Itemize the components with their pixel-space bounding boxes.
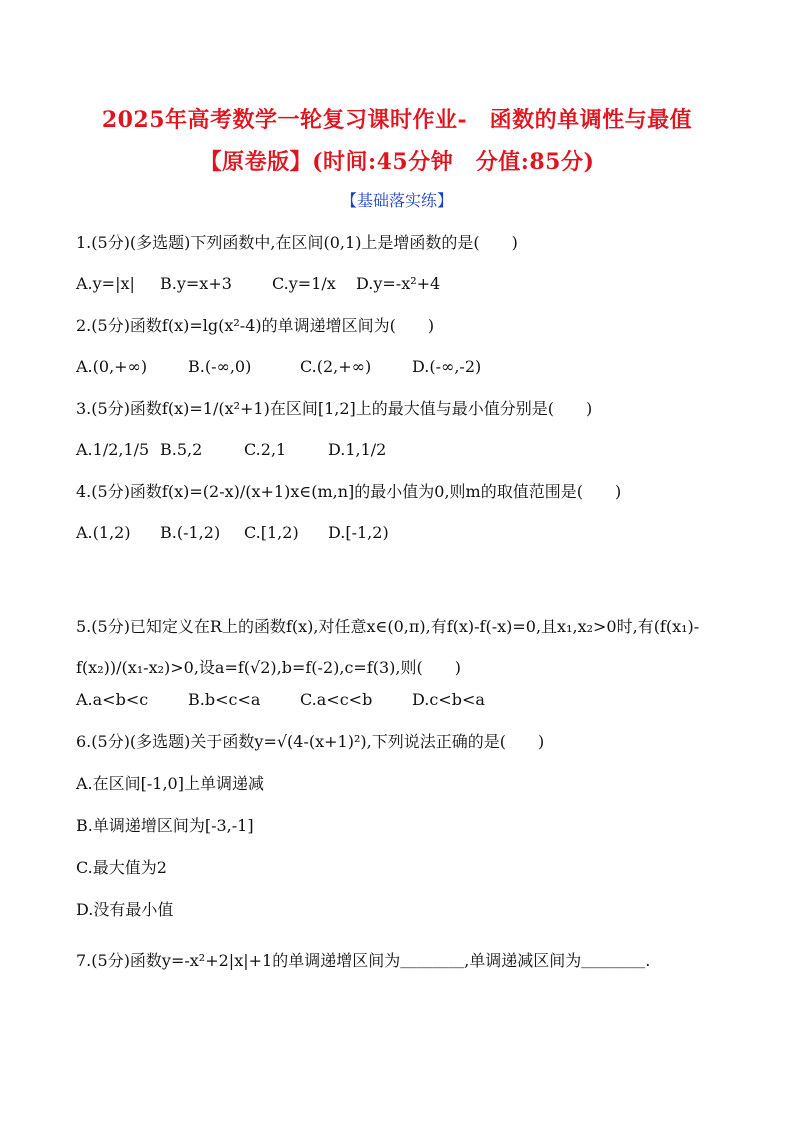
question-3-option-c: C.2,1 <box>244 440 287 459</box>
question-4-option-d: D.[-1,2) <box>328 523 389 542</box>
question-6-stem: 6.(5分)(多选题)关于函数y=√(4-(x+1)²),下列说法正确的是( ) <box>76 732 545 751</box>
question-1-stem: 1.(5分)(多选题)下列函数中,在区间(0,1)上是增函数的是( ) <box>76 233 518 252</box>
question-6-option-a: A.在区间[-1,0]上单调递减 <box>76 774 264 793</box>
question-2-option-c: C.(2,+∞) <box>300 357 372 376</box>
question-1-option-c: C.y=1/x <box>272 274 336 293</box>
question-3-option-b: B.5,2 <box>160 440 203 459</box>
question-5-stem: 5.(5分)已知定义在R上的函数f(x),对任意x∈(0,π),有f(x)-f(-x)=0,且x₁,x₂>0时,有(f(x₁)-f(x₂))/(x₁-x₂)>0,设a=f(√2),b=f(-2),c=f(3),则( ) <box>76 617 700 677</box>
page-title: 2025年高考数学一轮复习课时作业- 函数的单调性与最值 <box>101 107 693 133</box>
question-3-option-a: A.1/2,1/5 <box>76 440 150 459</box>
question-4-option-c: C.[1,2) <box>244 523 299 542</box>
question-3-option-d: D.1,1/2 <box>328 440 387 459</box>
question-6-option-c: C.最大值为2 <box>76 858 167 877</box>
question-4-stem: 4.(5分)函数f(x)=(2-x)/(x+1)x∈(m,n]的最小值为0,则m的取值范围是( ) <box>76 482 622 501</box>
question-5-option-d: D.c<b<a <box>412 690 485 709</box>
question-4-option-a: A.(1,2) <box>76 523 131 542</box>
question-5-option-a: A.a<b<c <box>76 690 149 709</box>
question-4-option-b: B.(-1,2) <box>160 523 221 542</box>
section-heading: 【基础落实练】 <box>340 191 453 210</box>
question-2-option-d: D.(-∞,-2) <box>412 357 482 376</box>
question-2-option-b: B.(-∞,0) <box>188 357 252 376</box>
question-5-option-b: B.b<c<a <box>188 690 261 709</box>
question-6-option-b: B.单调递增区间为[-3,-1] <box>76 816 254 835</box>
question-1-option-d: D.y=-x²+4 <box>356 274 441 293</box>
question-1-option-b: B.y=x+3 <box>160 274 232 293</box>
question-1-option-a: A.y=|x| <box>76 274 135 293</box>
page-subtitle: 【原卷版】(时间:45分钟 分值:85分) <box>199 149 595 175</box>
question-5-option-c: C.a<c<b <box>300 690 373 709</box>
question-3-stem: 3.(5分)函数f(x)=1/(x²+1)在区间[1,2]上的最大值与最小值分别是( ) <box>76 399 593 418</box>
question-7-stem: 7.(5分)函数y=-x²+2|x|+1的单调递增区间为＿＿＿＿,单调递减区间为＿＿＿＿. <box>76 951 651 970</box>
question-6-option-d: D.没有最小值 <box>76 900 174 919</box>
question-2-option-a: A.(0,+∞) <box>76 357 148 376</box>
question-2-stem: 2.(5分)函数f(x)=lg(x²-4)的单调递增区间为( ) <box>76 316 435 335</box>
